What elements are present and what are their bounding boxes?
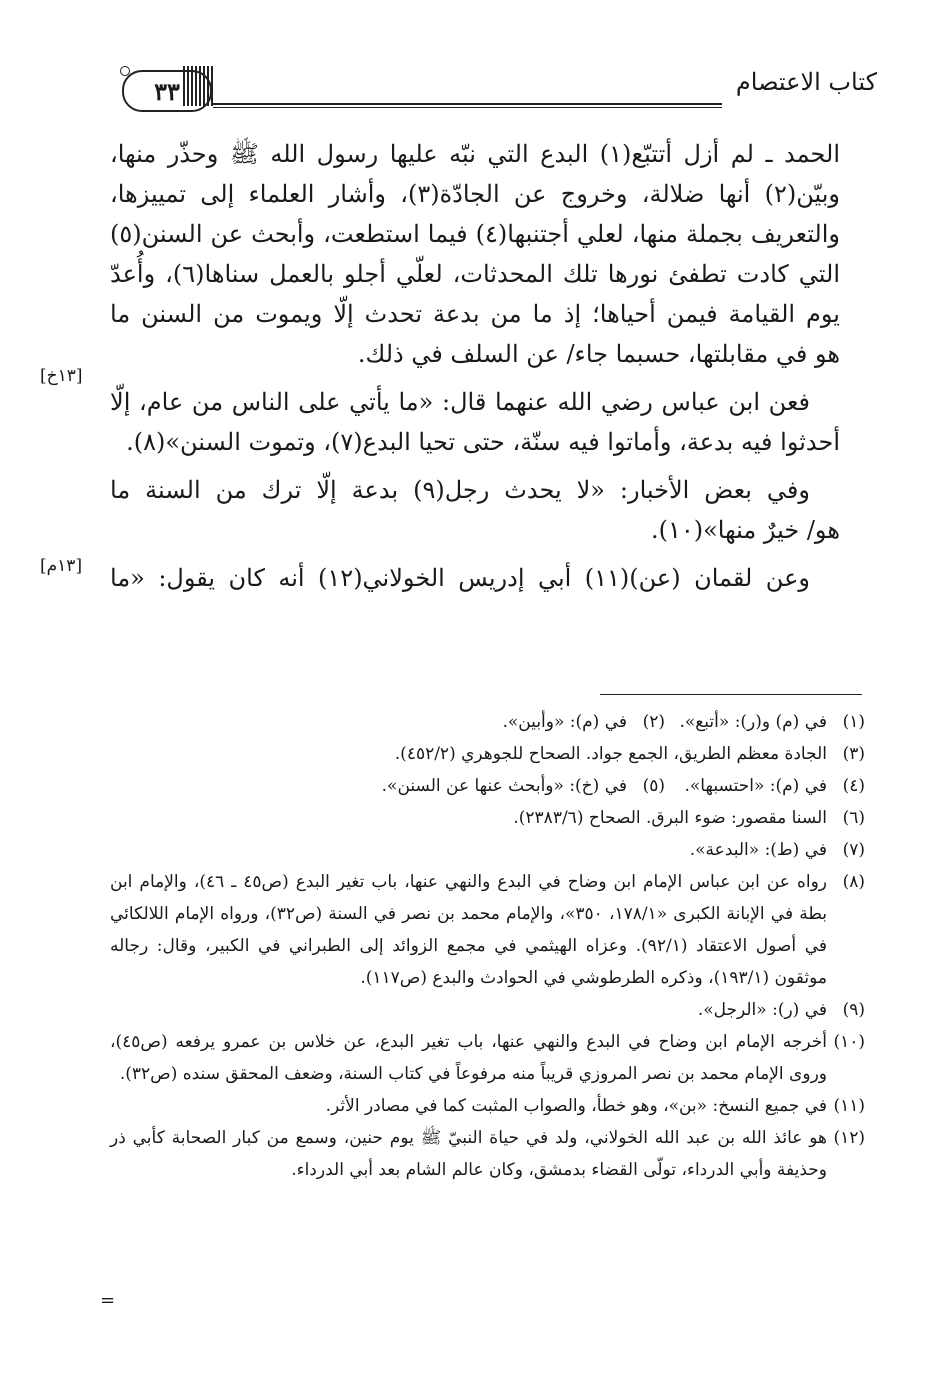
footnote-row — [110, 1026, 865, 1090]
footnote-row — [110, 866, 865, 994]
margin-note: [١٣خ] — [40, 366, 83, 386]
text-line: التي كادت تطفئ نورها تلك المحدثات، لعلّي أجلو بالعمل سناها(٦)، وأُعدّ — [110, 260, 840, 288]
text-line: والتعريف بجملة منها، لعلي أجتنبها(٤) فيما استطعت، وأبحث عن السنن(٥) — [110, 220, 841, 248]
text-line: أحدثوا فيه بدعة، وأماتوا فيه سنّة، حتى تحيا البدع(٧)، وتموت السنن»(٨). — [126, 428, 840, 456]
margin-note: [١٣م] — [40, 556, 83, 576]
footnote-text: في (م) و(ر): «أتبع». — [679, 712, 827, 732]
footnote-text: رواه عن ابن عباس الإمام ابن وضاح في البدع والنهي عنها، باب تغير البدع (ص٤٥ ـ ٤٦)، والإمام ابن بطة في الإبانة الكبرى «١٧٨/١، ٣٥٠»، والإمام محمد بن نصر في السنة (ص٣٢)، ورواه الإمام اللالكائي في أصول الاعتقاد (٩٢/١). وعزاه الهيثمي في مجمع الزوائد إلى الطبراني في الكبير، وقال: رجاله موثقون (١٩٣/١)، وذكره الطرطوشي في الحوادث والبدع (ص١١٧). — [110, 872, 828, 988]
footnote-number: (٧) — [842, 840, 865, 860]
page-number: ٣٣ — [122, 70, 212, 112]
text-line: وبيّن(٢) أنها ضلالة، وخروج عن الجادّة(٣)، وأشار العلماء إلى تمييزها، — [110, 180, 840, 208]
footnote-row — [110, 834, 865, 866]
footnote-text: الجادة معظم الطريق، الجمع جواد. الصحاح للجوهري (٤٥٢/٢). — [394, 744, 827, 764]
footnote-row — [110, 770, 865, 802]
text-line: وفي بعض الأخبار: «لا يحدث رجل(٩) بدعة إلّا ترك من السنة ما — [110, 476, 810, 504]
footnote-number: (٥) — [642, 776, 665, 796]
footnote-row — [110, 1090, 865, 1122]
footnote-number: (١٠) — [833, 1032, 865, 1052]
footnote-separator — [600, 694, 862, 695]
paragraph — [110, 134, 840, 374]
footnote-text: في جميع النسخ: «بن»، وهو خطأ، والصواب المثبت كما في مصادر الأثر. — [325, 1096, 827, 1116]
footnote-number: (١١) — [833, 1096, 865, 1116]
header-rule-thin — [213, 107, 722, 108]
footnote-text: هو عائذ الله بن عبد الله الخولاني، ولد في حياة النبيّ ﷺ يوم حنين، وسمع من كبار الصحابة كأبي ذر وحذيفة وأبي الدرداء، تولّى القضاء بدمشق، وكان عالم الشام بعد أبي الدرداء. — [110, 1128, 827, 1180]
footnote-number: (٣) — [842, 744, 865, 764]
running-title: كتاب الاعتصام — [735, 68, 877, 96]
footnote-number: (٦) — [842, 808, 865, 828]
footnote-row — [110, 994, 865, 1026]
paragraph — [110, 558, 840, 598]
footnote-number: (٤) — [842, 776, 865, 796]
footnote-number: (٩) — [842, 1000, 865, 1020]
continuation-mark: = — [100, 1290, 116, 1311]
paragraph — [110, 470, 840, 550]
footnote-row — [110, 802, 865, 834]
footnote-row — [110, 1122, 865, 1186]
text-line: هو/ خيرٌ منها»(١٠). — [650, 516, 840, 544]
footnote-text: في (ط): «البدعة». — [689, 840, 827, 860]
footnote-text: السنا مقصور: ضوء البرق. الصحاح (٢٣٨٣/٦). — [513, 808, 827, 828]
footnotes — [110, 706, 865, 1186]
text-line: يوم القيامة فيمن أحياها؛ إذ ما من بدعة تحدث إلّا ويموت من السنن ما — [110, 300, 840, 328]
text-line: هو في مقابلتها، حسبما جاء/ عن السلف في ذلك. — [357, 340, 840, 368]
main-text — [110, 134, 840, 598]
text-line: وعن لقمان (عن)(١١) أبي إدريس الخولاني(١٢) أنه كان يقول: «ما — [110, 564, 810, 592]
footnote-text: في (م): «وأبين». — [502, 712, 627, 732]
text-line: فعن ابن عباس رضي الله عنهما قال: «ما يأتي على الناس من عام، إلّا — [110, 388, 810, 416]
footnote-row — [110, 738, 865, 770]
footnote-text: في (م): «احتسبها». — [684, 776, 827, 796]
footnote-number: (١٢) — [833, 1128, 865, 1148]
footnote-text: في (ر): «الرجل». — [697, 1000, 827, 1020]
footnote-number: (١) — [842, 712, 865, 732]
paragraph — [110, 382, 840, 462]
header-rule — [213, 103, 722, 105]
footnote-text: أخرجه الإمام ابن وضاح في البدع والنهي عنها، باب تغير البدع، عن خلاس بن عمرو يرفعه (ص٤٥)، وروى الإمام محمد بن نصر المروزي قريباً منه مرفوعاً في كتاب السنة، وضعف المحقق سنده (ص٣٢). — [110, 1032, 827, 1084]
footnote-text: في (خ): «وأبحث عنها عن السنن». — [381, 776, 627, 796]
footnote-row — [110, 706, 865, 738]
text-line: الحمد ـ لم أزل أتتبّع(١) البدع التي نبّه عليها رسول الله ﷺ وحذّر منها، — [110, 140, 840, 168]
footnote-number: (٨) — [842, 872, 865, 892]
footnote-number: (٢) — [642, 712, 665, 732]
